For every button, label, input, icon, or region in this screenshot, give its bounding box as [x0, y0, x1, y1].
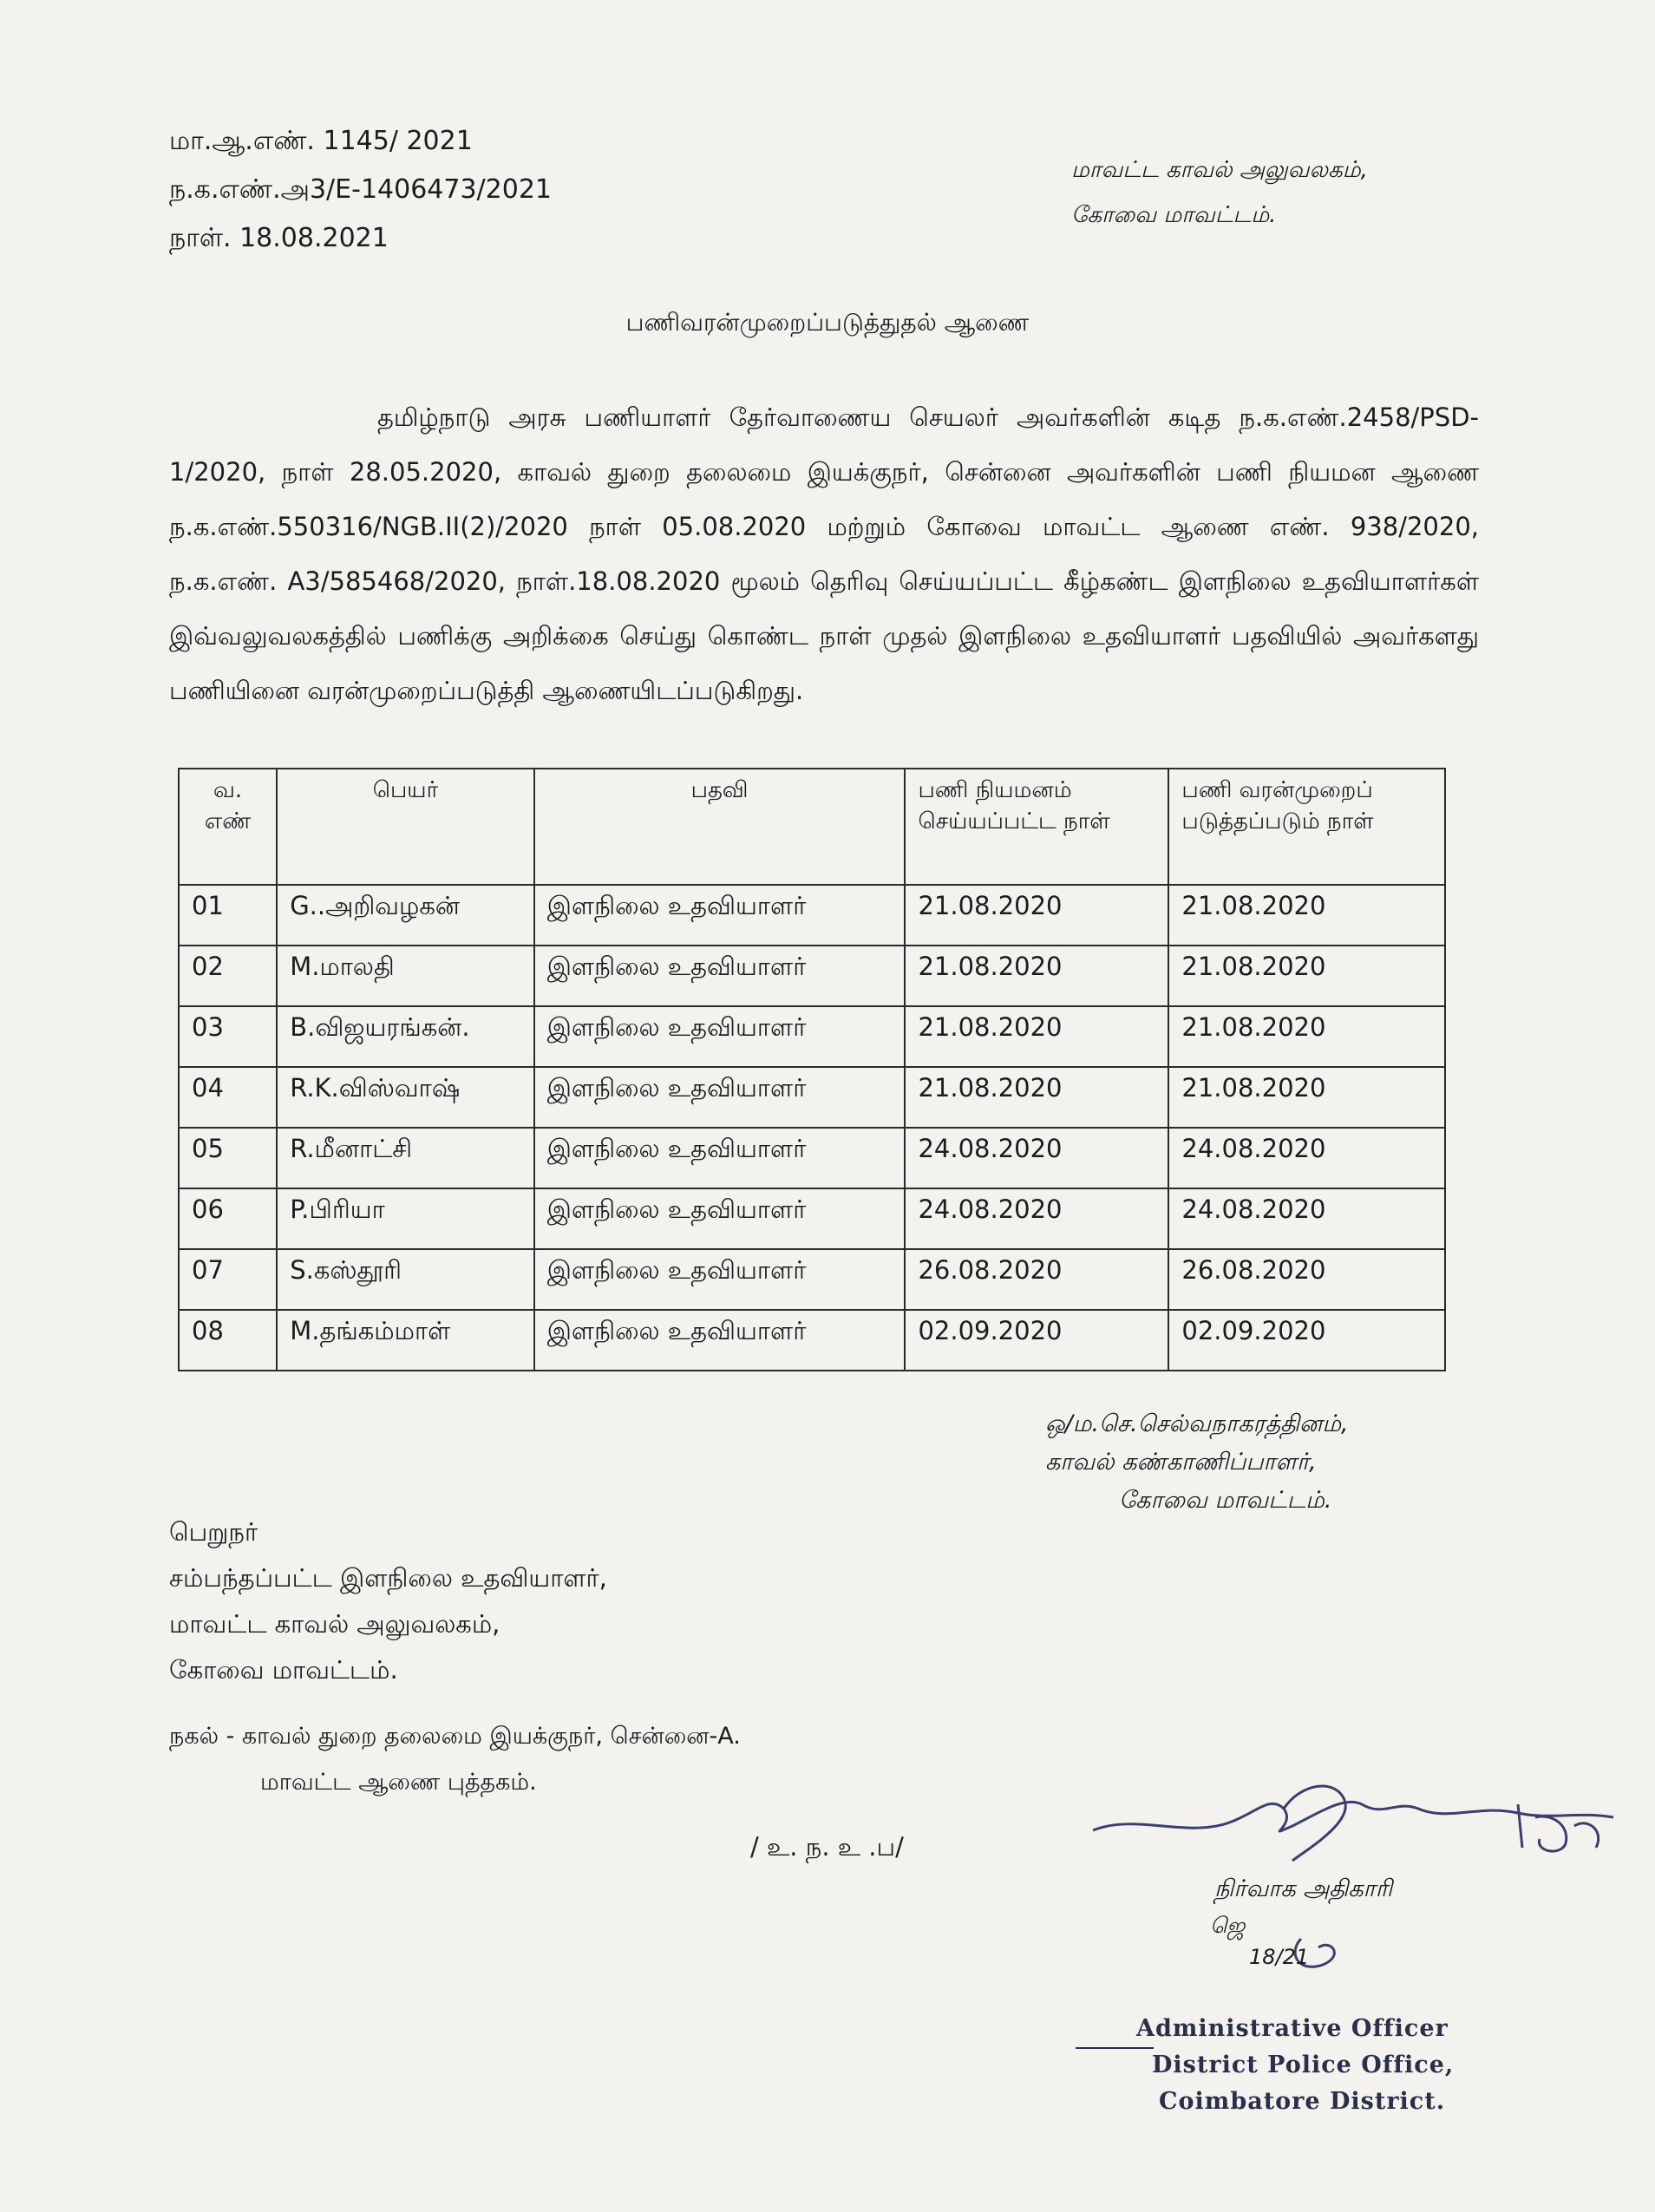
table-row [179, 1006, 1445, 1067]
cell-post: இளநிலை உதவியாளர் [534, 1188, 906, 1249]
signatory-block [1045, 1405, 1349, 1520]
signature-stroke [1518, 1804, 1599, 1851]
cell-name: R.மீனாட்சி [277, 1128, 533, 1188]
cell-regularisation-date: 24.08.2020 [1168, 1188, 1445, 1249]
table-row [179, 1128, 1445, 1188]
cell-name: M.தங்கம்மாள் [277, 1310, 533, 1371]
cell-name: B.விஜயரங்கன். [277, 1006, 533, 1067]
cell-regularisation-date: 24.08.2020 [1168, 1128, 1445, 1188]
table-row [179, 1310, 1445, 1371]
cell-appointment-date: 24.08.2020 [905, 1188, 1168, 1249]
ao-designation-tamil: நிர்வாக அதிகாரி [1214, 1875, 1393, 1902]
cell-name: S.கஸ்தூரி [277, 1249, 533, 1310]
copy-line-1: நகல் - காவல் துறை தலைமை இயக்குநர், சென்னை-A. [169, 1723, 741, 1750]
stamp-line-3: Coimbatore District. [1159, 2088, 1446, 2115]
cell-post: இளநிலை உதவியாளர் [534, 1006, 906, 1067]
cell-appointment-date: 21.08.2020 [905, 1067, 1168, 1128]
copy-line-2: மாவட்ட ஆணை புத்தகம். [260, 1769, 537, 1796]
signature-stroke [1284, 1786, 1345, 1861]
header-serial: வ. எண் [179, 769, 277, 885]
cell-serial: 03 [179, 1006, 277, 1067]
cell-regularisation-date: 02.09.2020 [1168, 1310, 1445, 1371]
office-stamp [1136, 2011, 1454, 2120]
cell-regularisation-date: 21.08.2020 [1168, 1006, 1445, 1067]
recipient-line-1: சம்பந்தப்பட்ட இளநிலை உதவியாளர், [169, 1563, 607, 1593]
file-number: ந.க.எண்.அ3/E-1406473/2021 [169, 174, 553, 205]
true-copy-mark: / உ. ந. உ .ப/ [750, 1832, 904, 1862]
cell-appointment-date: 26.08.2020 [905, 1249, 1168, 1310]
staff-table [178, 768, 1446, 1371]
cell-post: இளநிலை உதவியாளர் [534, 1249, 906, 1310]
cell-appointment-date: 02.09.2020 [905, 1310, 1168, 1371]
cell-post: இளநிலை உதவியாளர் [534, 1128, 906, 1188]
cell-serial: 06 [179, 1188, 277, 1249]
cell-serial: 07 [179, 1249, 277, 1310]
cell-name: G..அறிவழகன் [277, 885, 533, 946]
reference-block [169, 117, 552, 263]
cell-appointment-date: 21.08.2020 [905, 1006, 1168, 1067]
recipient-line-3: கோவை மாவட்டம். [169, 1655, 398, 1685]
cell-serial: 05 [179, 1128, 277, 1188]
header-name: பெயர் [277, 769, 533, 885]
stamp-line-2: District Police Office, [1152, 2052, 1455, 2078]
office-line-1: மாவட்ட காவல் அலுவலகம், [1071, 157, 1368, 183]
order-body [169, 390, 1479, 718]
office-address [1071, 147, 1368, 238]
cell-name: P.பிரியா [277, 1188, 533, 1249]
table-row [179, 1188, 1445, 1249]
table-header-row [179, 769, 1445, 885]
cell-serial: 08 [179, 1310, 277, 1371]
stamp-line-1: Administrative Officer [1136, 2015, 1449, 2042]
cell-serial: 02 [179, 946, 277, 1006]
signatory-name: ஒ/ம.செ.செல்வநாகரத்தினம், [1045, 1410, 1349, 1437]
cell-name: M.மாலதி [277, 946, 533, 1006]
cell-name: R.K.விஸ்வாஷ் [277, 1067, 533, 1128]
table-row [179, 1249, 1445, 1310]
order-date: நாள். 18.08.2021 [169, 223, 389, 253]
cell-regularisation-date: 26.08.2020 [1168, 1249, 1445, 1310]
header-post: பதவி [534, 769, 906, 885]
cell-appointment-date: 21.08.2020 [905, 946, 1168, 1006]
cell-appointment-date: 24.08.2020 [905, 1128, 1168, 1188]
cell-regularisation-date: 21.08.2020 [1168, 1067, 1445, 1128]
cell-post: இளநிலை உதவியாளர் [534, 946, 906, 1006]
recipient-block [169, 1509, 607, 1693]
cell-appointment-date: 21.08.2020 [905, 885, 1168, 946]
recipient-label: பெறுநர் [169, 1517, 258, 1547]
cell-serial: 04 [179, 1067, 277, 1128]
copy-to-block [169, 1713, 741, 1805]
signatory-designation: காவல் கண்காணிப்பாளர், [1045, 1449, 1317, 1476]
table-row [179, 946, 1445, 1006]
office-line-2: கோவை மாவட்டம். [1071, 202, 1277, 228]
cell-regularisation-date: 21.08.2020 [1168, 885, 1445, 946]
header-regularisation-date: பணி வரன்முறைப் படுத்தப்படும் நாள் [1168, 769, 1445, 885]
table-row [179, 885, 1445, 946]
cell-serial: 01 [179, 885, 277, 946]
ma-number: மா.ஆ.எண். 1145/ 2021 [169, 126, 473, 156]
cell-post: இளநிலை உதவியாளர் [534, 885, 906, 946]
order-body-text: தமிழ்நாடு அரசு பணியாளர் தேர்வாணைய செயலர் அவர்களின் கடித ந.க.எண்.2458/PSD-1/2020, நாள் 28.05.2020, காவல் துறை தலைமை இயக்குநர், சென்னை அவர்களின் பணி நியமன ஆணை ந.க.எண்.550316/NGB.II(2)/2020 நாள் 05.08.2020 மற்றும் கோவை மாவட்ட ஆணை எண். 938/2020, ந.க.எண். A3/585468/2020, நாள்.18.08.2020 மூலம் தெரிவு செய்யப்பட்ட கீழ்கண்ட இளநிலை உதவியாளர்கள் இவ்வலுவலகத்தில் பணிக்கு அறிக்கை செய்து கொண்ட நாள் முதல் இளநிலை உதவியாளர் பதவியில் அவர்களது பணியினை வரன்முறைப்படுத்தி ஆணையிடப்படுகிறது. [169, 402, 1479, 705]
ao-signed-date: 18/21 [1249, 1945, 1310, 1969]
signatory-district: கோவை மாவட்டம். [1119, 1487, 1332, 1514]
ao-initial: ஜெ [1210, 1913, 1246, 1938]
recipient-line-2: மாவட்ட காவல் அலுவலகம், [169, 1609, 500, 1639]
header-appointment-date: பணி நியமனம் செய்யப்பட்ட நாள் [905, 769, 1168, 885]
cell-post: இளநிலை உதவியாளர் [534, 1310, 906, 1371]
cell-post: இளநிலை உதவியாளர் [534, 1067, 906, 1128]
table-row [179, 1067, 1445, 1128]
cell-regularisation-date: 21.08.2020 [1168, 946, 1445, 1006]
order-heading: பணிவரன்முறைப்படுத்துதல் ஆணை [625, 308, 1030, 337]
